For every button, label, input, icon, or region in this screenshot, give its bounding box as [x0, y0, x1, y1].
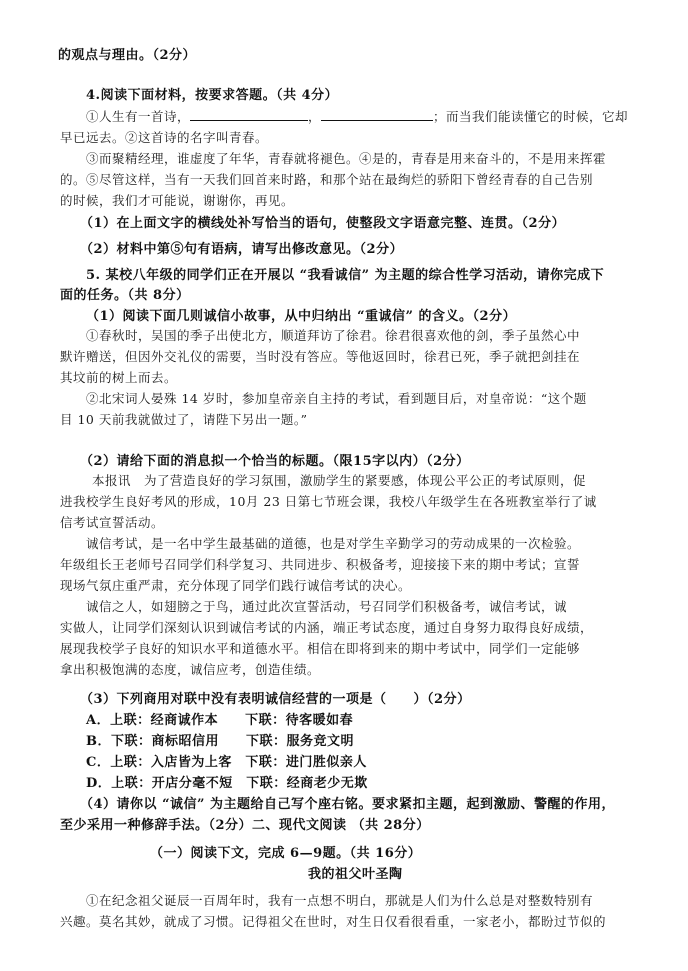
- sub-question: （2）材料中第⑤句有语病，请写出修改意见。（2分）: [80, 242, 404, 257]
- option-c: C．上联：入店皆为上客 下联：进门胜似亲人: [86, 755, 367, 770]
- article-line: 兴趣。莫名其妙，就成了习惯。记得祖父在世时，对生日仅看很看重，一家老小，都盼过节似的: [60, 914, 607, 929]
- sub-question: （1）在上面文字的横线处补写恰当的语句，使整段文字语意完整、连贯。（2分）: [80, 216, 566, 231]
- story-line: ②北宋词人晏殊 14 岁时，参加皇帝亲自主持的考试，看到题目后，对皇帝说：“这个题: [86, 391, 587, 406]
- option-a: A．上联：经商诚作本 下联：待客暖如春: [86, 713, 354, 728]
- news-line: 本报讯 为了营造良好的学习氛围，激励学生的紧要感，体现公平公正的考试原则，促: [92, 473, 587, 488]
- news-line: 实做人，让同学们深刻认识到诚信考试的内涵，端正考试态度，通过自身努力取得良好成绩，: [60, 620, 594, 635]
- section-heading: 至少采用一种修辞手法。（2分）二、现代文阅读 （共 28分）: [60, 818, 430, 833]
- story-line: 默许赠送，但因外交礼仪的需要，当时没有答应。等他返回时，徐君已死，季子就把剑挂在: [60, 349, 581, 364]
- material-line: 早已远去。②这首诗的名字叫青春。: [60, 130, 269, 145]
- news-line: 现场气氛庄重严肃，充分体现了同学们践行诚信考试的决心。: [60, 578, 412, 593]
- material-line: ①人生有一首诗， ， ；而当我们能读懂它的时候，它却: [86, 109, 629, 124]
- news-line: 进我校学生良好考风的形成，10月 23 日第七节班会课，我校八年级学生在各班教室举行了诚: [60, 494, 597, 509]
- story-line: 目 10 天前我就做过了，请陛下另出一题。”: [60, 412, 308, 427]
- story-line: ①春秋时，吴国的季子出使北方，顺道拜访了徐君。徐君很喜欢他的剑，季子虽然心中: [86, 328, 581, 343]
- reading-instruction: （一）阅读下文，完成 6—9题。（共 16分）: [150, 846, 422, 861]
- news-line: 拿出积极饱满的态度，诚信应考，创造佳绩。: [60, 662, 321, 677]
- sub-question: （2）请给下面的消息拟一个恰当的标题。（限15字以内）（2分）: [80, 454, 470, 469]
- news-line: 信考试宣誓活动。: [60, 515, 165, 530]
- question-4-heading: 4.阅读下面材料，按要求答题。（共 4分）: [86, 88, 339, 103]
- question-5-heading: 5. 某校八年级的同学们正在开展以 “我看诚信” 为主题的综合性学习活动，请你完成下: [86, 268, 605, 283]
- news-line: 诚信考试，是一名中学生最基础的道德，也是对学生辛勤学习的劳动成果的一次检验。: [86, 536, 581, 551]
- question-5-heading: 面的任务。（共 8分）: [60, 288, 190, 303]
- answer-blank[interactable]: [190, 108, 308, 121]
- material-line: 的时候，我们才可能说，谢谢你，再见。: [60, 193, 295, 208]
- sub-question: （4）请你以 “诚信” 为主题给自己写个座右铭。要求紧扣主题，起到激励、警醒的作用，: [80, 797, 616, 812]
- news-line: 诚信之人，如翅膀之于鸟，通过此次宣誓活动，号召同学们积极备考，诚信考试，诚: [86, 599, 568, 614]
- sub-question: （1）阅读下面几则诚信小故事，从中归纳出 “重诚信” 的含义。（2分）: [86, 309, 517, 324]
- story-line: 其坟前的树上而去。: [60, 370, 178, 385]
- option-b: B．下联：商标昭信用 下联：服务竞文明: [86, 734, 354, 749]
- option-d: D．上联：开店分毫不短 下联：经商老少无欺: [86, 776, 368, 791]
- text-line: 的观点与理由。（2分）: [58, 48, 197, 63]
- answer-blank[interactable]: [321, 108, 433, 121]
- article-title: 我的祖父叶圣陶: [308, 867, 403, 882]
- news-line: 展现我校学子良好的知识水平和道德水平。相信在即将到来的期中考试中，同学们一定能够: [60, 641, 581, 656]
- material-line: ③而聚精经理，谁虚度了年华，青春就将褪色。④是的，青春是用来奋斗的，不是用来挥霍: [86, 151, 607, 166]
- article-line: ①在纪念祖父诞辰一百周年时，我有一点想不明白，那就是人们为什么总是对整数特别有: [86, 893, 594, 908]
- sub-question: （3）下列商用对联中没有表明诚信经营的一项是（ ）（2分）: [80, 692, 471, 707]
- news-line: 年级组长王老师号召同学们科学复习、共同进步、积极备考，迎接接下来的期中考试；宣誓: [60, 557, 581, 572]
- material-line: 的。⑤尽管这样，当有一天我们回首来时路，和那个站在最绚烂的骄阳下曾经青春的自己告别: [60, 172, 594, 187]
